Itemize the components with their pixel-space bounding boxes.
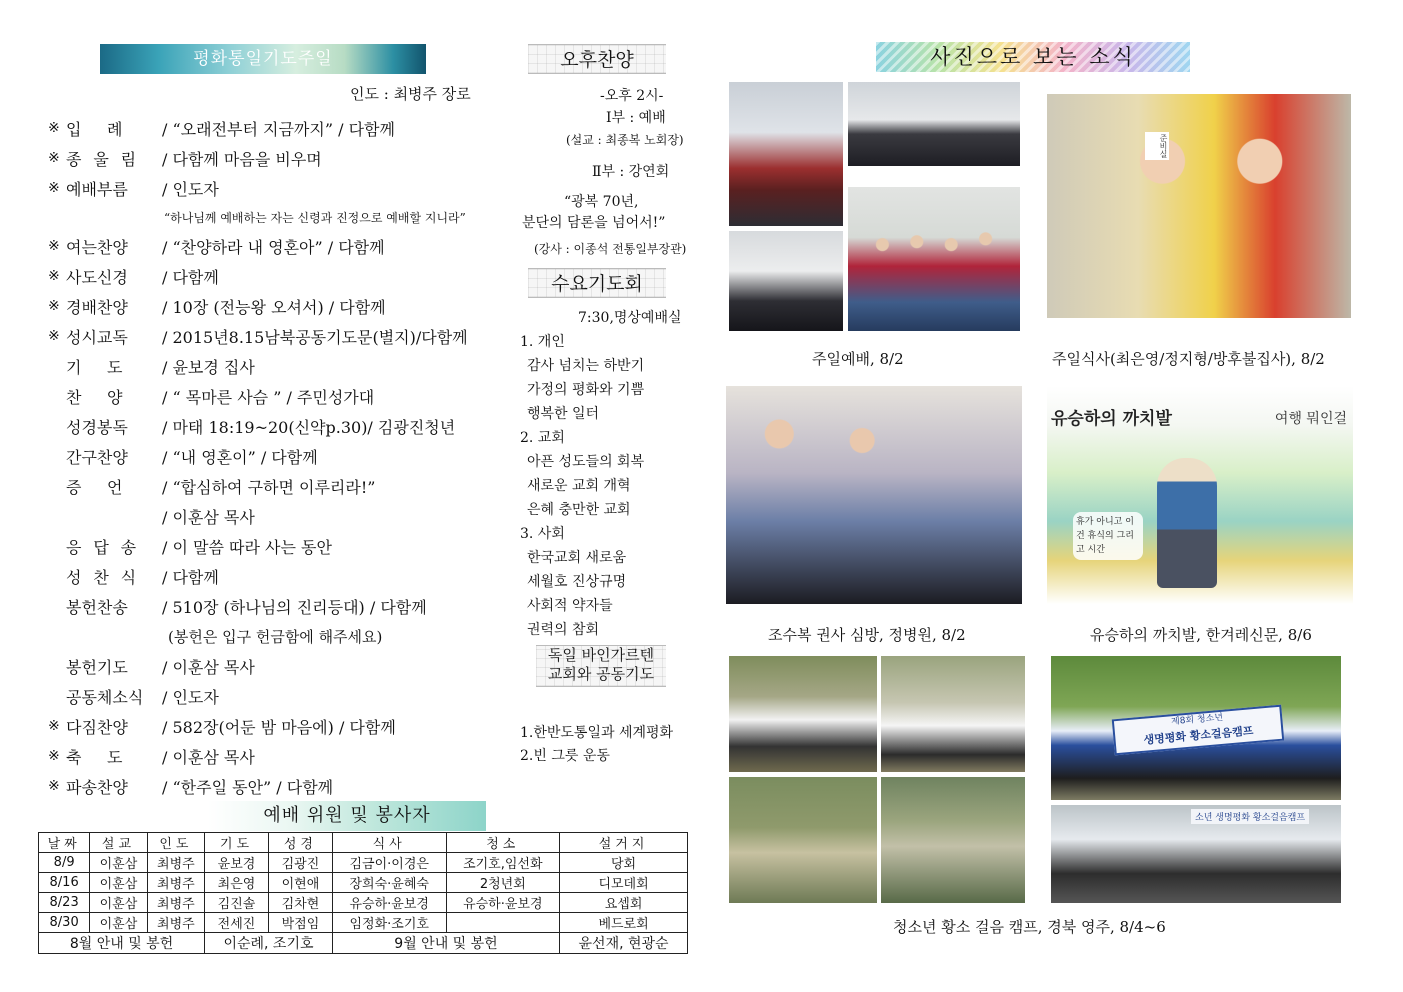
staff-title: 예배 위원 및 봉사자	[208, 801, 486, 831]
worship-item-name-part: 림	[120, 149, 137, 169]
photo-camp-banner-group	[1051, 656, 1341, 800]
afternoon-time: -오후 2시-	[600, 88, 664, 104]
worship-item	[48, 771, 518, 801]
worship-item-continuation: / 이훈삼 목사	[162, 507, 255, 527]
staff-table	[38, 832, 688, 954]
camp-banner-indoor: 소년 생명평화 황소걸음캠프	[1191, 809, 1309, 824]
staff-cell: 요셉회	[560, 893, 688, 913]
staff-cell: 김차현	[268, 893, 332, 913]
photo-camp-group-bench	[881, 656, 1025, 772]
caption-worship: 주일예배, 8/2	[812, 350, 904, 368]
worship-item-content: / “합심하여 구하면 이루리라!”	[162, 477, 376, 497]
staff-cell: 베드로회	[560, 913, 688, 933]
worship-item-name	[66, 325, 162, 348]
staff-row	[39, 913, 688, 933]
staff-cell: 이현애	[268, 873, 332, 893]
part1-sermon: (설교 : 최종복 노회장)	[566, 133, 684, 147]
standing-mark: ※	[48, 238, 60, 254]
cartoon-subtitle: 여행 뭐인걸	[1274, 411, 1347, 427]
worship-item-content: / 다함께 마음을 비우며	[162, 149, 322, 169]
worship-item	[48, 381, 518, 411]
worship-item-content: / 510장 (하나님의 진리등대) / 다함께	[162, 597, 427, 617]
worship-item-name-part: 입	[66, 119, 82, 139]
worship-item-name-part: 송	[120, 537, 137, 557]
photo-worship-prayer	[848, 82, 1020, 166]
worship-item-name-part: 도	[107, 747, 123, 767]
cartoon-figure-icon	[1157, 458, 1217, 588]
staff-cell: 전세진	[205, 913, 269, 933]
photo-news-title: 사진으로 보는 소식	[876, 42, 1190, 72]
photo-camp-indoor-group	[1051, 805, 1341, 903]
staff-footer-row	[39, 933, 688, 954]
staff-header-cell: 성경	[268, 833, 332, 853]
prayer-item: 감사 넘치는 하반기	[527, 358, 645, 374]
photo-sunday-meal	[1047, 94, 1351, 318]
standing-mark: ※	[48, 268, 60, 284]
staff-cell: 8/23	[39, 893, 90, 913]
worship-item-name-part: 예배부름	[66, 179, 128, 199]
worship-item-content: / “내 영혼이” / 다함께	[162, 447, 318, 467]
worship-item-name-part: 다짐찬양	[66, 717, 128, 737]
worship-item-name-part: 식	[120, 567, 137, 587]
standing-mark: ※	[48, 150, 60, 166]
staff-cell: 디모데회	[560, 873, 688, 893]
staff-cell: 8/30	[39, 913, 90, 933]
worship-item-name	[66, 655, 162, 678]
photo-camp-raft	[881, 777, 1025, 903]
staff-footer-cell: 이순례, 조기호	[205, 933, 333, 954]
photo-worship-choir	[848, 187, 1020, 331]
worship-item-content: / 이훈삼 목사	[162, 657, 255, 677]
worship-item-content: / 10장 (전능왕 오셔서) / 다함께	[162, 297, 386, 317]
staff-cell: 8/9	[39, 853, 90, 873]
worship-item-content: / “찬양하라 내 영혼아” / 다함께	[162, 237, 385, 257]
worship-item-name	[66, 715, 162, 738]
photo-camp-watermelon	[729, 656, 877, 772]
worship-item-content: / 2015년8.15남북공동기도문(별지)/다함께	[162, 327, 468, 347]
staff-cell	[446, 913, 560, 933]
worship-item	[48, 441, 518, 471]
staff-cell: 최병주	[147, 893, 204, 913]
staff-footer-cell: 8월 안내 및 봉헌	[39, 933, 205, 954]
worship-item-name	[66, 745, 162, 768]
staff-cell: 장희숙·윤혜숙	[332, 873, 446, 893]
staff-cell: 유승하·윤보경	[332, 893, 446, 913]
wednesday-time: 7:30,명상예배실	[578, 310, 682, 326]
standing-mark: ※	[48, 120, 60, 136]
worship-item	[48, 351, 518, 381]
lecture-line1: “광복 70년,	[564, 194, 639, 210]
staff-cell: 김진솔	[205, 893, 269, 913]
photo-camp-river	[729, 777, 877, 903]
standing-mark: ※	[48, 180, 60, 196]
german-title-line2: 교회와 공동기도	[547, 665, 655, 683]
worship-item-content: / 다함께	[162, 267, 219, 287]
worship-item-name-part: 답	[93, 537, 109, 557]
staff-cell: 최병주	[147, 913, 204, 933]
staff-header-cell: 청소	[446, 833, 560, 853]
worship-item-name-part: 여는찬양	[66, 237, 128, 257]
meal-room-sign: 준비실	[1145, 132, 1169, 160]
staff-cell: 8/16	[39, 873, 90, 893]
worship-item	[48, 231, 518, 261]
prayer-item: 사회적 약자들	[527, 598, 613, 614]
worship-item	[48, 741, 518, 771]
worship-item	[48, 531, 518, 561]
worship-item-content: / 인도자	[162, 687, 219, 707]
worship-item-name	[66, 385, 162, 408]
caption-cartoon: 유승하의 까치발, 한겨레신문, 8/6	[1090, 626, 1312, 644]
worship-item-name	[66, 147, 162, 170]
caption-visit: 조수복 권사 심방, 정병원, 8/2	[768, 626, 966, 644]
worship-item-name	[66, 475, 162, 498]
staff-header-cell: 식사	[332, 833, 446, 853]
worship-note: “하나님께 예배하는 자는 신령과 진정으로 예배할 지니라”	[164, 210, 466, 225]
prayer-group-head: 2. 교회	[520, 430, 565, 446]
worship-item-name-part: 봉헌찬송	[66, 597, 128, 617]
standing-mark: ※	[48, 298, 60, 314]
staff-cell: 박점임	[268, 913, 332, 933]
caption-meal: 주일식사(최은영/정지형/방후불집사), 8/2	[1052, 350, 1325, 368]
worship-item-name-part: 응	[66, 537, 82, 557]
worship-item-name-part: 도	[107, 357, 123, 377]
lecturer: (강사 : 이종석 전통일부장관)	[534, 242, 687, 256]
worship-item-name-part: 축	[66, 747, 82, 767]
staff-cell: 김금이·이경은	[332, 853, 446, 873]
staff-cell: 유승하·윤보경	[446, 893, 560, 913]
worship-item-name-part: 종	[66, 149, 82, 169]
worship-item-name-part: 언	[107, 477, 123, 497]
worship-item-content: / “한주일 동안” / 다함께	[162, 777, 334, 797]
worship-item-name-part: 성시교독	[66, 327, 128, 347]
worship-item	[48, 471, 518, 501]
german-item-2: 2.빈 그릇 운동	[520, 748, 610, 764]
worship-item-name-part: 성	[66, 567, 82, 587]
staff-cell: 2청년회	[446, 873, 560, 893]
caption-camp: 청소년 황소 걸음 캠프, 경북 영주, 8/4~6	[893, 918, 1166, 936]
photo-worship-pulpit	[729, 82, 843, 226]
worship-item-name-part: 례	[107, 119, 123, 139]
worship-leader: 인도 : 최병주 장로	[350, 85, 471, 103]
prayer-item: 한국교회 새로움	[527, 550, 627, 566]
worship-item-name	[66, 445, 162, 468]
worship-item-name-part: 봉헌기도	[66, 657, 128, 677]
staff-header-cell: 설거지	[560, 833, 688, 853]
worship-item-name-part: 찬	[93, 567, 109, 587]
worship-item-content: / 윤보경 집사	[162, 357, 255, 377]
worship-item-name	[66, 685, 162, 708]
prayer-item: 행복한 일터	[527, 406, 600, 422]
staff-cell: 윤보경	[205, 853, 269, 873]
worship-item	[48, 561, 518, 591]
photo-worship-speaker	[729, 231, 843, 331]
part1: Ⅰ부 : 예배	[606, 110, 666, 126]
prayer-group-head: 3. 사회	[520, 526, 565, 542]
worship-item-name	[66, 235, 162, 258]
prayer-item: 은혜 충만한 교회	[527, 502, 631, 518]
staff-cell: 당회	[560, 853, 688, 873]
standing-mark: ※	[48, 328, 60, 344]
worship-item-name-part: 사도신경	[66, 267, 128, 287]
staff-header-cell: 설교	[90, 833, 147, 853]
worship-item-name	[66, 595, 162, 618]
worship-item-content: / 인도자	[162, 179, 219, 199]
order-of-worship	[48, 113, 518, 801]
worship-item-name	[66, 177, 162, 200]
worship-item	[48, 261, 518, 291]
staff-row	[39, 873, 688, 893]
staff-header-cell: 기도	[205, 833, 269, 853]
worship-item	[48, 591, 518, 621]
staff-cell: 이훈삼	[90, 853, 147, 873]
worship-item-name	[66, 415, 162, 438]
worship-item	[48, 651, 518, 681]
wednesday-title: 수요기도회	[528, 268, 666, 298]
worship-item-content: / 582장(어둔 밤 마음에) / 다함께	[162, 717, 396, 737]
worship-item	[48, 173, 518, 203]
prayer-group-head: 1. 개인	[520, 334, 565, 350]
prayer-item: 세월호 진상규명	[527, 574, 627, 590]
staff-cell: 최은영	[205, 873, 269, 893]
worship-item-content: / “ 목마른 사슴 ” / 주민성가대	[162, 387, 375, 407]
staff-cell: 조기호,임선화	[446, 853, 560, 873]
german-title	[536, 645, 666, 687]
standing-mark: ※	[48, 748, 60, 764]
part2: Ⅱ부 : 강연회	[592, 164, 670, 180]
staff-footer-cell: 9월 안내 및 봉헌	[332, 933, 559, 954]
worship-item-name	[66, 295, 162, 318]
staff-header-cell: 날짜	[39, 833, 90, 853]
worship-item-name	[66, 355, 162, 378]
staff-cell: 이훈삼	[90, 893, 147, 913]
worship-item-name	[66, 535, 162, 558]
staff-cell: 이훈삼	[90, 873, 147, 893]
worship-item-name	[66, 117, 162, 140]
worship-item-name-part: 울	[93, 149, 109, 169]
prayer-list	[520, 330, 690, 642]
worship-item-name-part: 경배찬양	[66, 297, 128, 317]
worship-item-name-part: 간구찬양	[66, 447, 128, 467]
german-item-1: 1.한반도통일과 세계평화	[520, 725, 674, 741]
staff-cell: 이훈삼	[90, 913, 147, 933]
worship-item-name	[66, 775, 162, 798]
worship-item-content: / 다함께	[162, 567, 219, 587]
staff-cell: 최병주	[147, 873, 204, 893]
worship-banner: 평화통일기도주일	[100, 44, 426, 74]
camp-banner-line1: 제8회 청소년	[1170, 712, 1224, 728]
standing-mark: ※	[48, 778, 60, 794]
worship-item-name-part: 공동체소식	[66, 687, 144, 707]
worship-item-name	[66, 265, 162, 288]
worship-item-name-part: 파송찬양	[66, 777, 128, 797]
worship-item-name-part: 증	[66, 477, 82, 497]
worship-item	[48, 321, 518, 351]
photo-hospital-visit	[726, 386, 1022, 604]
worship-item	[48, 143, 518, 173]
prayer-item: 새로운 교회 개혁	[527, 478, 631, 494]
worship-item-name-part: 성경봉독	[66, 417, 128, 437]
staff-header-cell: 인도	[147, 833, 204, 853]
worship-item-name-part: 양	[107, 387, 123, 407]
worship-item-name-part: 찬	[66, 387, 82, 407]
afternoon-title: 오후찬양	[528, 44, 666, 74]
cartoon-title: 유승하의 까치발	[1051, 409, 1172, 429]
worship-item	[48, 681, 518, 711]
prayer-item: 아픈 성도들의 회복	[527, 454, 645, 470]
camp-banner	[1112, 705, 1284, 756]
cartoon-kkachibal	[1047, 386, 1353, 604]
worship-item-name-part: 기	[66, 357, 82, 377]
camp-banner-line2: 생명평화 황소걸음캠프	[1143, 724, 1254, 747]
staff-row	[39, 893, 688, 913]
worship-item-name	[66, 565, 162, 588]
worship-item	[48, 411, 518, 441]
german-title-line1: 독일 바인가르텐	[547, 646, 655, 664]
prayer-item: 가정의 평화와 기쁨	[527, 382, 645, 398]
prayer-item: 권력의 참회	[527, 622, 600, 638]
cartoon-speech-bubble: 휴가 아니고 이건 휴식의 그리고 시간	[1073, 512, 1143, 560]
offering-note: (봉헌은 입구 헌금함에 해주세요)	[168, 627, 383, 646]
staff-cell: 최병주	[147, 853, 204, 873]
worship-item-content: / 이 말씀 따라 사는 동안	[162, 537, 332, 557]
staff-cell: 김광진	[268, 853, 332, 873]
worship-item	[48, 113, 518, 143]
lecture-line2: 분단의 담론을 넘어서!”	[522, 215, 666, 231]
worship-item	[48, 711, 518, 741]
staff-cell: 임정화·조기호	[332, 913, 446, 933]
worship-item-content: / 마태 18:19~20(신약p.30)/ 김광진청년	[162, 417, 456, 437]
staff-row	[39, 853, 688, 873]
staff-footer-cell: 윤선재, 현광순	[560, 933, 688, 954]
worship-item-content: / 이훈삼 목사	[162, 747, 255, 767]
standing-mark: ※	[48, 718, 60, 734]
worship-item-content: / “오래전부터 지금까지” / 다함께	[162, 119, 395, 139]
worship-item	[48, 291, 518, 321]
